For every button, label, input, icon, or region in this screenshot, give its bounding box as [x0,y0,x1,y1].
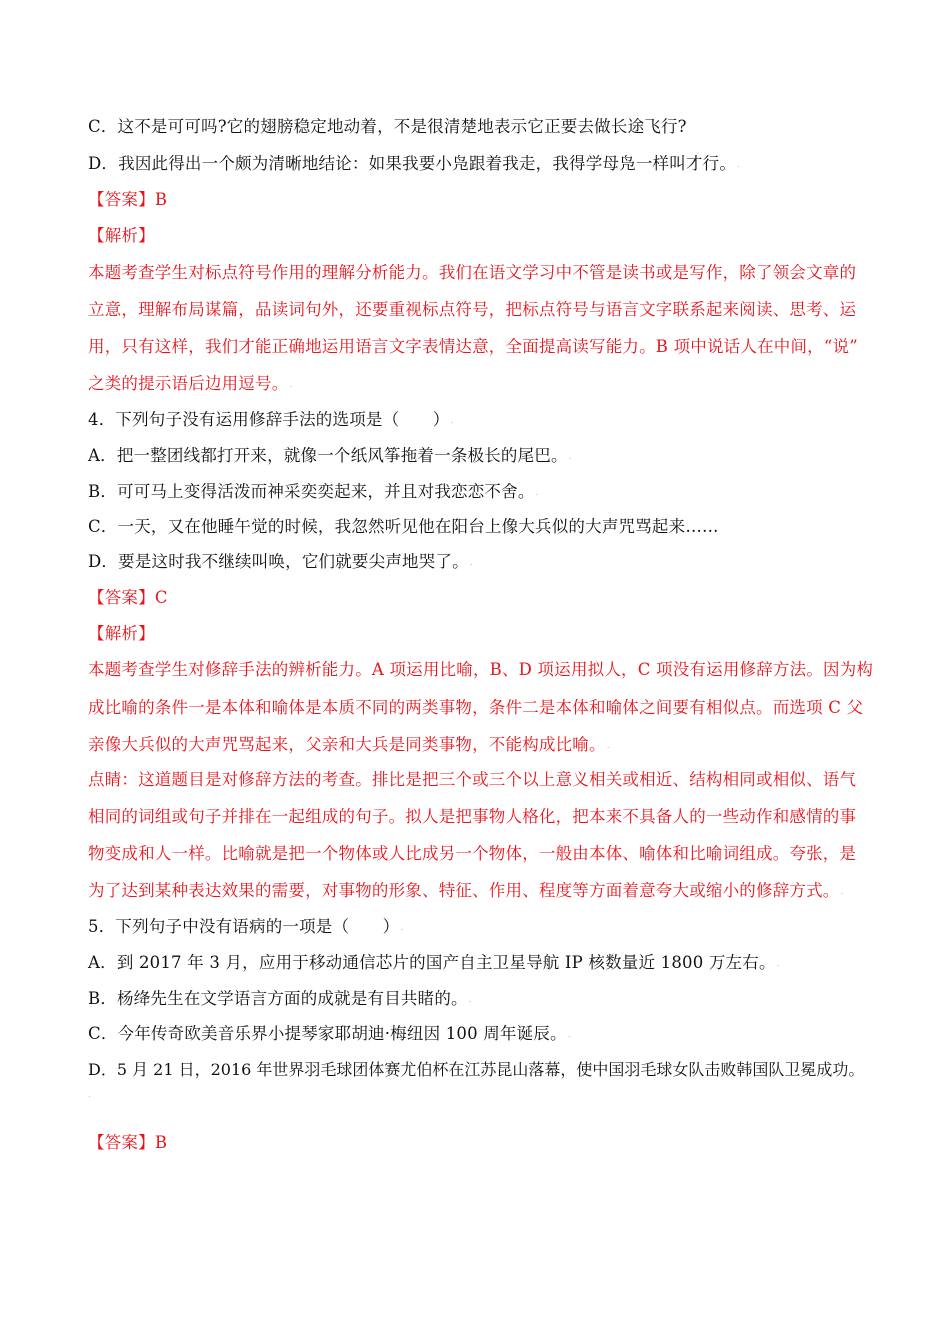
q3-analysis-line: 之类的提示语后边用逗号。. [88,374,293,393]
q3-analysis-line: 立意，理解布局谋篇，品读词句外，还要重视标点符号，把标点符号与语言文字联系起来阅读、思考、运 [88,300,857,319]
q3-option-d: D．我因此得出一个颇为清晰地结论：如果我要小凫跟着我走，我得学母凫一样叫才行。. [88,154,741,173]
q4-analysis-line: 成比喻的条件一是本体和喻体是本质不同的两类事物，条件二是本体和喻体之间要有相似点。而选项 C 父 [88,698,864,717]
q5-option-b: B．杨绛先生在文学语言方面的成就是有目共睹的。. [88,989,472,1008]
q3-option-c: C．这不是可可吗?它的翅膀稳定地动着，不是很清楚地表示它正要去做长途飞行? [88,117,687,136]
q5-stem: 5．下列句子中没有语病的一项是（ ）. [88,917,404,936]
q4-option-c: C．一天，又在他睡午觉的时候，我忽然听见他在阳台上像大兵似的大声咒骂起来…… [88,517,719,536]
q4-answer: 【答案】C [88,588,168,607]
q3-answer: 【答案】B [88,190,168,209]
paragraph-mark: . [88,1090,91,1100]
q3-analysis-line: 本题考查学生对标点符号作用的理解分析能力。我们在语文学习中不管是读书或是写作，除了领会文章的 [88,263,857,282]
q5-answer: 【答案】B [88,1133,168,1152]
q4-stem: 4．下列句子没有运用修辞手法的选项是（ ）. [88,410,454,429]
q4-option-d: D．要是这时我不继续叫唤，它们就要尖声地哭了。. [88,552,473,571]
q3-analysis-label: 【解析】 [88,226,155,245]
q4-option-b: B．可可马上变得活泼而神采奕奕起来，并且对我恋恋不舍。. [88,482,539,501]
q4-tip-line: 物变成和人一样。比喻就是把一个物体或人比成另一个物体，一般由本体、喻体和比喻词组成。夸张，是 [88,844,857,863]
q5-option-a: A．到 2017 年 3 月，应用于移动通信芯片的国产自主卫星导航 IP 核数量近 1800 万左右。. [88,953,780,972]
q4-tip-line: 为了达到某种表达效果的需要，对事物的形象、特征、作用、程度等方面着意夸大或缩小的修辞方式。. [88,881,844,900]
q5-option-c: C．今年传奇欧美音乐界小提琴家耶胡迪·梅纽因 100 周年诞辰。. [88,1024,571,1043]
q4-analysis-line: 亲像大兵似的大声咒骂起来，父亲和大兵是同类事物，不能构成比喻。. [88,735,610,754]
q5-option-d: D．5 月 21 日，2016 年世界羽毛球团体赛尤伯杯在江苏昆山落幕，使中国羽毛球女队击败韩国队卫冕成功。 [88,1060,865,1079]
q4-analysis-line: 本题考查学生对修辞手法的辨析能力。A 项运用比喻，B、D 项运用拟人，C 项没有运用修辞方法。因为构 [88,660,874,679]
q4-tip-line: 点睛：这道题目是对修辞方法的考查。排比是把三个或三个以上意义相关或相近、结构相同或相似、语气 [88,770,857,789]
q4-analysis-label: 【解析】 [88,624,155,643]
q4-tip-line: 相同的词组或句子并排在一起组成的句子。拟人是把事物人格化，把本来不具备人的一些动作和感情的事 [88,807,857,826]
q4-option-a: A．把一整团线都打开来，就像一个纸风筝拖着一条极长的尾巴。. [88,446,572,465]
q3-analysis-line: 用，只有这样，我们才能正确地运用语言文字表情达意，全面提高读写能力。B 项中说话人在中间，“说” [88,337,858,356]
